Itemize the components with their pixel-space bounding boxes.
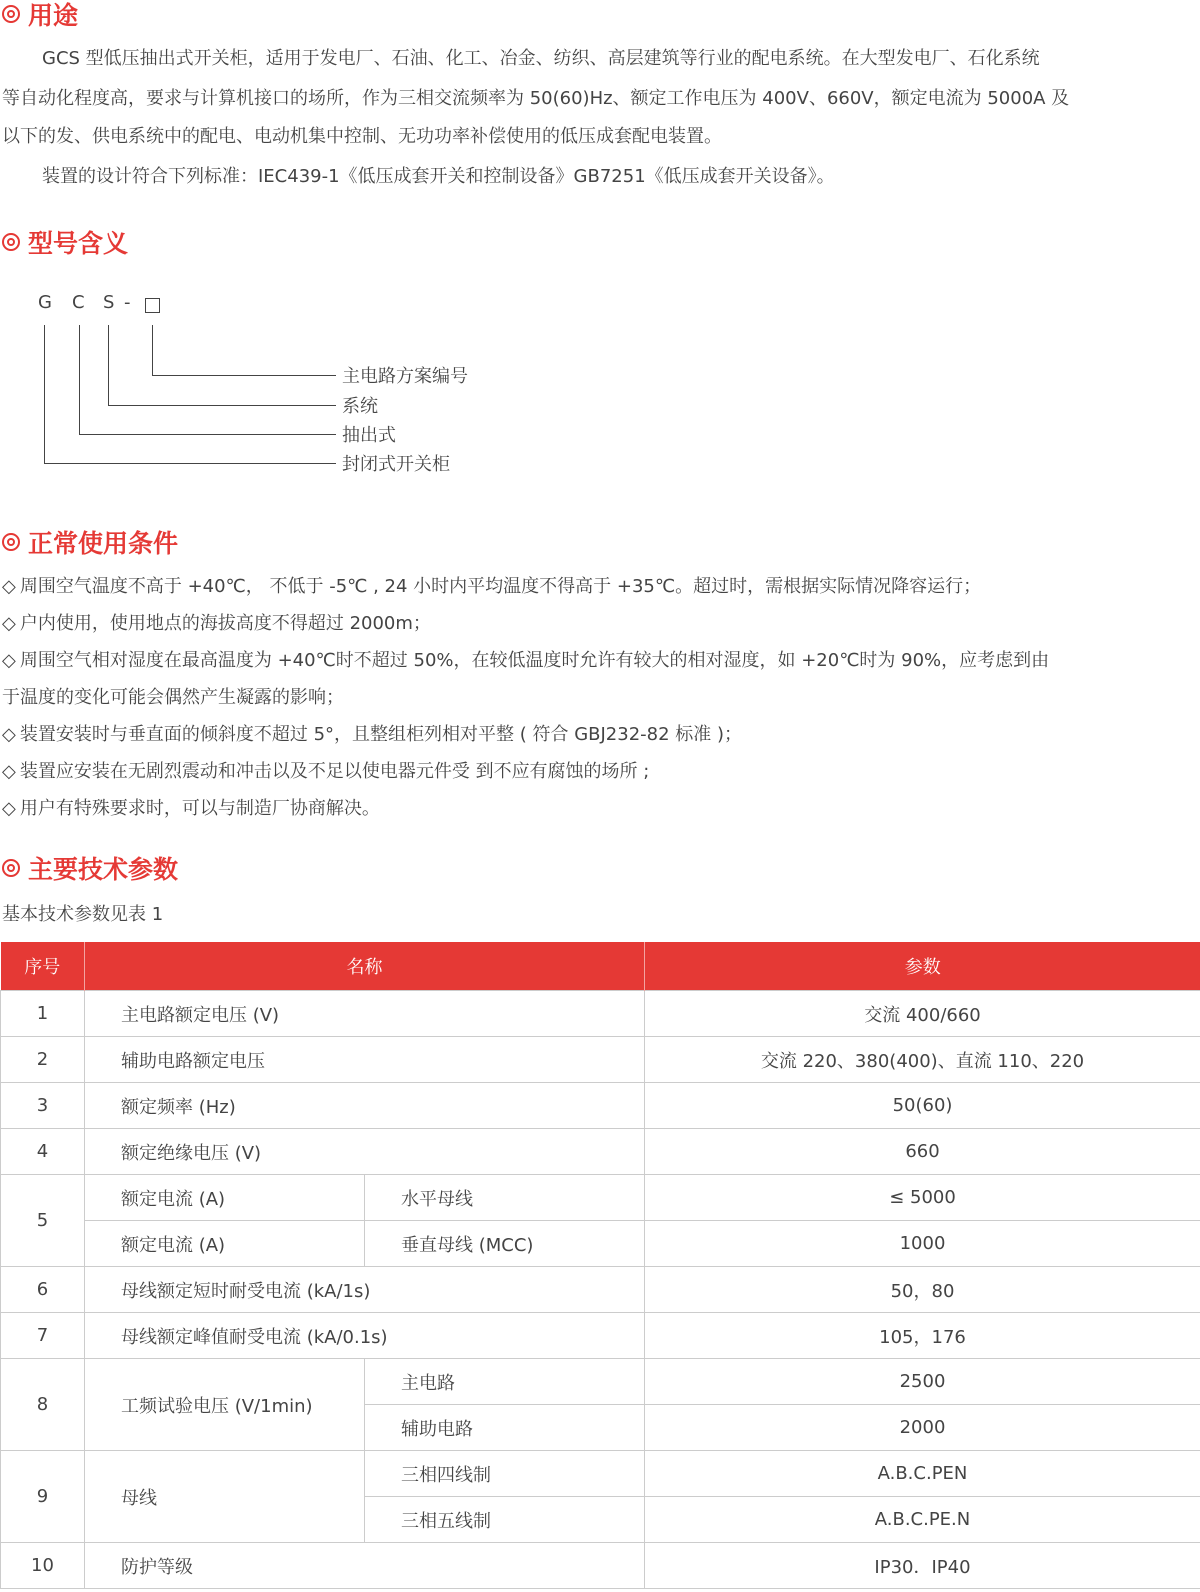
leader-h-c — [79, 434, 336, 435]
section-title-usage — [2, 0, 78, 30]
header-name: 名称 — [85, 942, 645, 991]
cell-name: 额定绝缘电压 (V) — [85, 1129, 645, 1175]
cell-no: 7 — [1, 1313, 85, 1359]
diamond-icon: ◇ — [2, 576, 16, 597]
cell-value: 660 — [645, 1129, 1200, 1175]
cell-subname: 垂直母线 (MCC) — [365, 1221, 645, 1267]
cell-no: 4 — [1, 1129, 85, 1175]
leader-line-s — [108, 325, 109, 405]
cell-value: 50，80 — [645, 1267, 1200, 1313]
condition-item: ◇ 户内使用，使用地点的海拔高度不得超过 2000m； — [2, 605, 431, 642]
condition-item: ◇ 周围空气相对湿度在最高温度为 +40℃时不超过 50%，在较低温度时允许有较大的相对湿度，如 +20℃时为 90%，应考虑到由 — [2, 642, 1049, 679]
cell-value: 105，176 — [645, 1313, 1200, 1359]
section-title-model — [2, 226, 128, 258]
usage-standards-paragraph: 装置的设计符合下列标准：IEC439-1《低压成套开关和控制设备》GB7251《低压成套开关设备》。 — [42, 166, 835, 187]
label-system: 系统 — [342, 396, 378, 417]
cell-name: 防护等级 — [85, 1543, 645, 1589]
model-letter-c: C — [72, 292, 85, 313]
header-value: 参数 — [645, 942, 1200, 991]
table-row — [1, 1129, 1200, 1175]
table-row — [1, 1359, 1200, 1405]
double-circle-icon — [2, 233, 20, 251]
table-row — [1, 1543, 1200, 1589]
leader-line-box — [152, 325, 153, 375]
label-main-circuit-scheme: 主电路方案编号 — [342, 366, 468, 387]
diamond-icon: ◇ — [2, 798, 16, 819]
cell-name: 主电路额定电压 (V) — [85, 991, 645, 1037]
cell-no: 5 — [1, 1175, 85, 1267]
double-circle-icon — [2, 859, 20, 877]
model-letter-s: S — [103, 292, 115, 313]
cell-value: IP30．IP40 — [645, 1543, 1200, 1589]
cell-name: 额定电流 (A) — [85, 1221, 365, 1267]
table-row — [1, 1083, 1200, 1129]
scheme-number-box — [145, 298, 160, 313]
label-enclosed-switchgear: 封闭式开关柜 — [342, 454, 450, 475]
section-title-text: 型号含义 — [28, 229, 129, 258]
cell-value: ≤ 5000 — [645, 1175, 1200, 1221]
condition-item: ◇ 装置应安装在无剧烈震动和冲击以及不足以使电器元件受 到不应有腐蚀的场所 ; — [2, 753, 649, 790]
cell-value: A.B.C.PEN — [645, 1451, 1200, 1497]
section-title-text: 主要技术参数 — [28, 855, 179, 884]
cell-subname: 水平母线 — [365, 1175, 645, 1221]
table-row — [1, 1267, 1200, 1313]
cell-subname: 三相五线制 — [365, 1497, 645, 1543]
table-caption: 基本技术参数见表 1 — [2, 904, 164, 925]
cell-no: 10 — [1, 1543, 85, 1589]
leader-line-c — [79, 325, 80, 434]
cell-no: 6 — [1, 1267, 85, 1313]
cell-name: 额定电流 (A) — [85, 1175, 365, 1221]
leader-h-box — [152, 375, 336, 376]
diamond-icon: ◇ — [2, 650, 16, 671]
usage-paragraph-line-3: 以下的发、供电系统中的配电、电动机集中控制、无功功率补偿使用的低压成套配电装置。 — [2, 126, 722, 147]
cell-name: 辅助电路额定电压 — [85, 1037, 645, 1083]
cell-value: 1000 — [645, 1221, 1200, 1267]
cell-subname: 主电路 — [365, 1359, 645, 1405]
model-letter-g: G — [38, 292, 52, 313]
cell-name: 工频试验电压 (V/1min) — [85, 1359, 365, 1451]
cell-no: 9 — [1, 1451, 85, 1543]
section-title-text: 正常使用条件 — [28, 529, 179, 558]
condition-item: ◇ 用户有特殊要求时，可以与制造厂协商解决。 — [2, 790, 380, 827]
table-row — [1, 1451, 1200, 1497]
cell-name: 额定频率 (Hz) — [85, 1083, 645, 1129]
technical-parameters-table — [0, 942, 1200, 1589]
usage-paragraph-line-1: GCS 型低压抽出式开关柜，适用于发电厂、石油、化工、冶金、纺织、高层建筑等行业的配电系统。在大型发电厂、石化系统 — [42, 48, 1040, 69]
cell-value: 2500 — [645, 1359, 1200, 1405]
leader-h-g — [44, 463, 336, 464]
double-circle-icon — [2, 5, 20, 23]
leader-line-g — [44, 325, 45, 463]
cell-value: A.B.C.PE.N — [645, 1497, 1200, 1543]
cell-name: 母线 — [85, 1451, 365, 1543]
cell-subname: 辅助电路 — [365, 1405, 645, 1451]
model-code-diagram — [0, 290, 560, 490]
condition-item: ◇ 装置安装时与垂直面的倾斜度不超过 5°，且整组柜列相对平整 ( 符合 GBJ232-82 标准 )； — [2, 716, 742, 753]
leader-h-s — [108, 405, 336, 406]
condition-item: ◇ 周围空气温度不高于 +40℃， 不低于 -5℃ , 24 小时内平均温度不得高于 +35℃。超过时，需根据实际情况降容运行； — [2, 568, 981, 605]
usage-paragraph-line-2: 等自动化程度高，要求与计算机接口的场所，作为三相交流频率为 50(60)Hz、额定工作电压为 400V、660V，额定电流为 5000A 及 — [2, 88, 1070, 109]
cell-value: 交流 220、380(400)、直流 110、220 — [645, 1037, 1200, 1083]
cell-value: 50(60) — [645, 1083, 1200, 1129]
cell-name: 母线额定峰值耐受电流 (kA/0.1s) — [85, 1313, 645, 1359]
table-row — [1, 1313, 1200, 1359]
cell-value: 2000 — [645, 1405, 1200, 1451]
model-dash: - — [124, 292, 131, 313]
cell-no: 2 — [1, 1037, 85, 1083]
cell-name: 母线额定短时耐受电流 (kA/1s) — [85, 1267, 645, 1313]
section-title-conditions — [2, 526, 178, 558]
table-row — [1, 1037, 1200, 1083]
table-row — [1, 1221, 1200, 1267]
table-row — [1, 1175, 1200, 1221]
diamond-icon: ◇ — [2, 761, 16, 782]
cell-no: 8 — [1, 1359, 85, 1451]
label-withdrawable: 抽出式 — [342, 425, 396, 446]
cell-no: 1 — [1, 991, 85, 1037]
cell-no: 3 — [1, 1083, 85, 1129]
diamond-icon: ◇ — [2, 613, 16, 634]
table-header-row — [1, 942, 1200, 991]
double-circle-icon — [2, 533, 20, 551]
cell-subname: 三相四线制 — [365, 1451, 645, 1497]
section-title-params — [2, 852, 178, 884]
table-row — [1, 991, 1200, 1037]
header-no: 序号 — [1, 942, 85, 991]
cell-value: 交流 400/660 — [645, 991, 1200, 1037]
section-title-text: 用途 — [28, 1, 79, 30]
diamond-icon: ◇ — [2, 724, 16, 745]
condition-item-continuation: 于温度的变化可能会偶然产生凝露的影响； — [2, 687, 344, 708]
